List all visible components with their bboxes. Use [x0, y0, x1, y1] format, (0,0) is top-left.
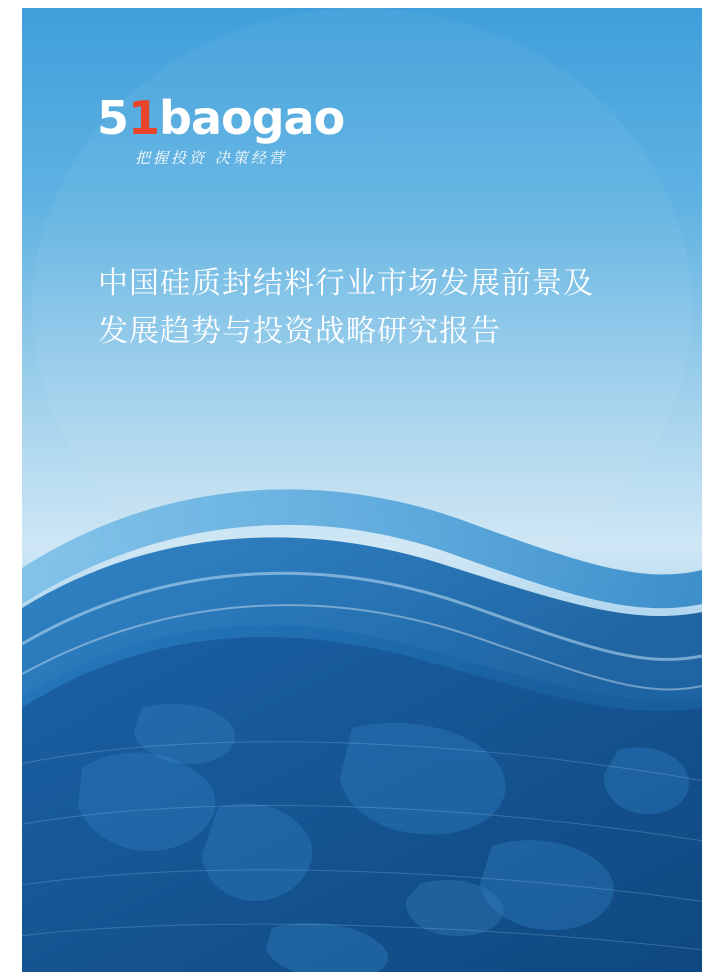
- page-title: [98, 260, 658, 356]
- page-title-line-2: 发展趋势与投资战略研究报告: [98, 314, 501, 350]
- brand-logo-digit-5: 5: [97, 91, 129, 145]
- page-title-line-1: 中国硅质封结料行业市场发展前景及: [98, 266, 594, 302]
- brand-logo-digit-1: 1: [128, 91, 160, 145]
- brand-logo-word: baogao: [159, 91, 345, 145]
- brand-logo: [97, 93, 397, 183]
- cover-panel: [22, 8, 702, 972]
- brand-logo-text: [97, 93, 397, 143]
- brand-tagline: 把握投资 决策经营: [135, 149, 287, 167]
